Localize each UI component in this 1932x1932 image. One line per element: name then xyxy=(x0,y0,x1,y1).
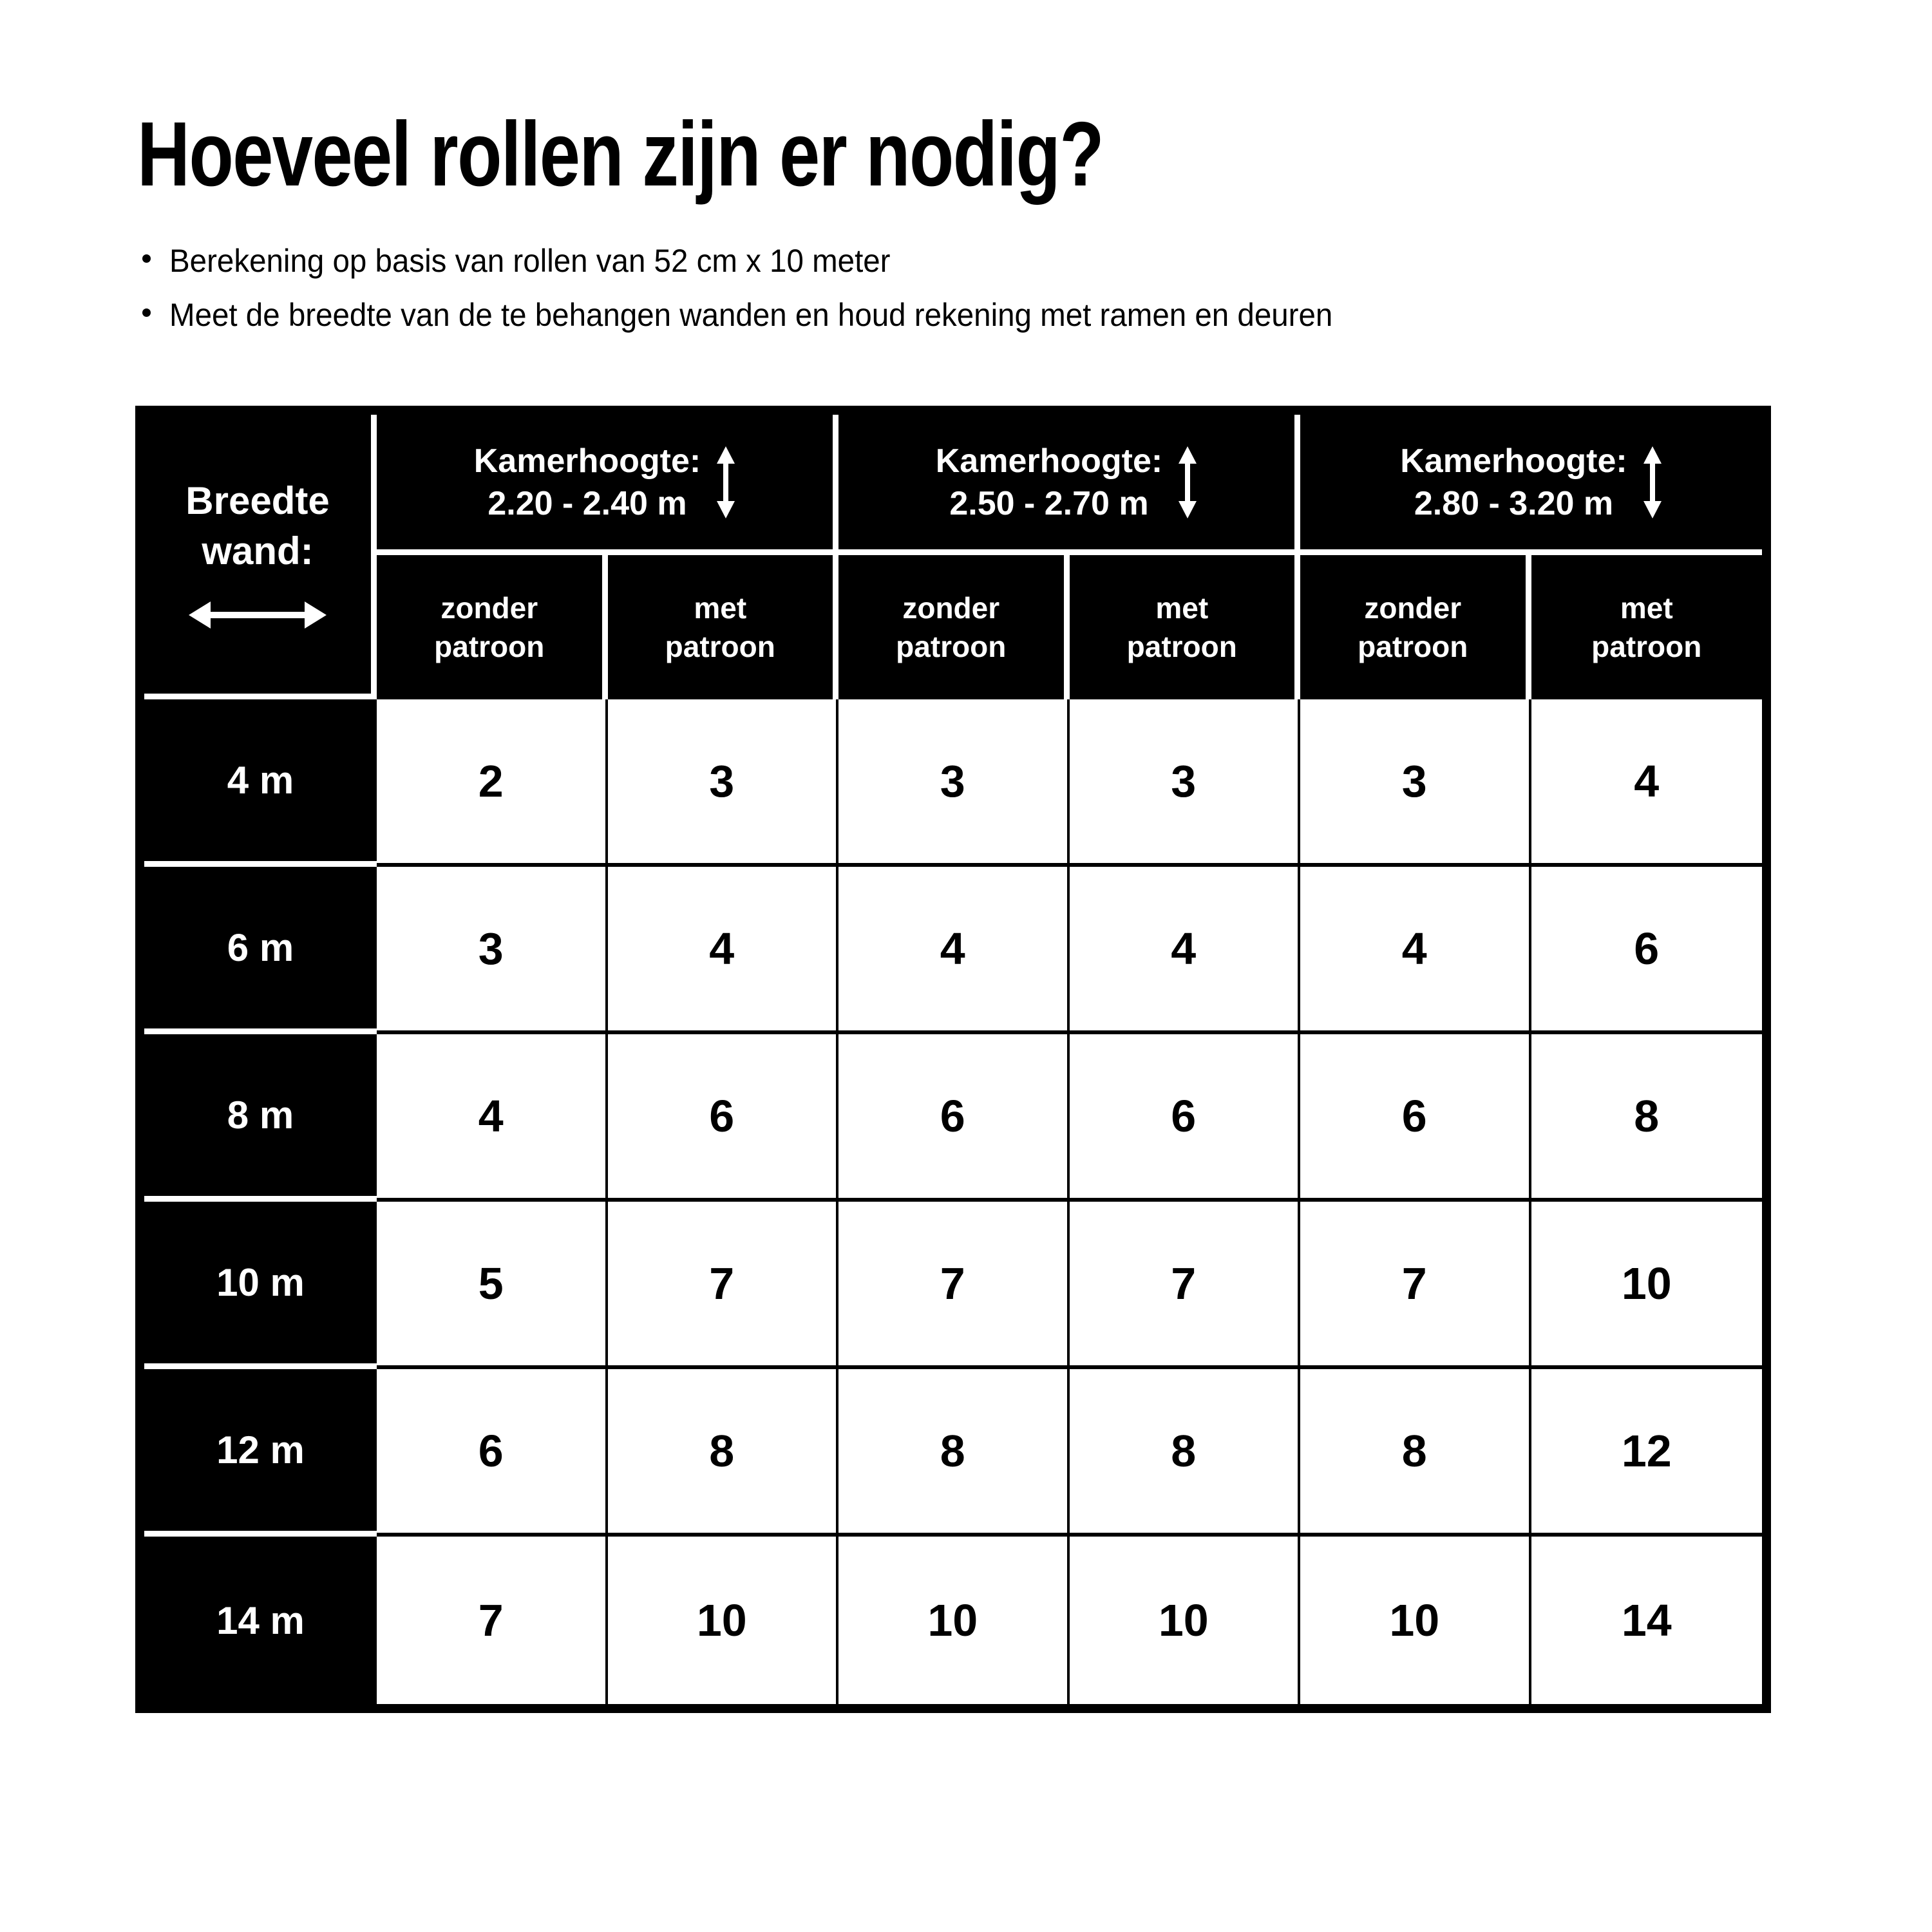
group-label-line2: 2.50 - 2.70 m xyxy=(949,484,1149,522)
group-label-line1: Kamerhoogte: xyxy=(1400,442,1627,480)
value-cell: 10 xyxy=(1070,1537,1301,1704)
row-label-text: 6 m xyxy=(227,926,294,969)
row-label-1 xyxy=(144,867,377,1034)
note-item xyxy=(142,241,1394,281)
value-cell: 7 xyxy=(608,1202,839,1369)
subheader-label xyxy=(665,589,775,666)
value-cell: 10 xyxy=(1531,1202,1763,1369)
value-cell: 3 xyxy=(1300,699,1531,867)
value-cell: 12 xyxy=(1531,1369,1763,1537)
row-label-text: 12 m xyxy=(216,1428,305,1472)
subheader-label-line1: met xyxy=(694,591,747,625)
row-label-3 xyxy=(144,1202,377,1369)
corner-label-line: Breedte xyxy=(185,478,330,522)
group-label xyxy=(1400,440,1627,525)
subheader-label-line1: met xyxy=(1620,591,1673,625)
value-cell: 7 xyxy=(377,1537,608,1704)
value-cell: 5 xyxy=(377,1202,608,1369)
value-cell: 7 xyxy=(1070,1202,1301,1369)
value-cell: 4 xyxy=(1531,699,1763,867)
row-label-2 xyxy=(144,1034,377,1202)
value-cell: 6 xyxy=(1300,1034,1531,1202)
subheader-label-line1: zonder xyxy=(1364,591,1462,625)
value-cell: 6 xyxy=(838,1034,1070,1202)
row-label-text: 14 m xyxy=(216,1598,305,1642)
value-cell: 8 xyxy=(608,1369,839,1537)
corner-label-line: wand: xyxy=(202,529,314,573)
group-label-line2: 2.80 - 3.20 m xyxy=(1414,484,1614,522)
value-cell: 8 xyxy=(1300,1369,1531,1537)
row-label-text: 4 m xyxy=(227,759,294,802)
value-cell: 8 xyxy=(1531,1034,1763,1202)
subheader-label xyxy=(1591,589,1701,666)
value-cell: 4 xyxy=(1070,867,1301,1034)
value-cell: 4 xyxy=(838,867,1070,1034)
row-label-5 xyxy=(144,1537,377,1704)
subheader-label-line1: met xyxy=(1155,591,1209,625)
left-right-arrow-icon xyxy=(189,597,327,633)
row-label-text: 10 m xyxy=(216,1261,305,1304)
value-cell: 14 xyxy=(1531,1537,1763,1704)
up-down-arrow-icon xyxy=(716,446,735,518)
value-cell: 6 xyxy=(608,1034,839,1202)
group-label xyxy=(936,440,1162,525)
header-col-group-1 xyxy=(838,415,1300,555)
subheader-zonder-patroon-1 xyxy=(838,555,1070,699)
value-cell: 4 xyxy=(1300,867,1531,1034)
subheader-label-line2: patroon xyxy=(665,630,775,663)
page-title: Hoeveel rollen zijn er nodig? xyxy=(137,103,1104,205)
group-label xyxy=(474,440,701,525)
value-cell: 4 xyxy=(377,1034,608,1202)
value-cell: 8 xyxy=(838,1369,1070,1537)
subheader-label-line2: patroon xyxy=(896,630,1007,663)
subheader-label-line2: patroon xyxy=(1126,630,1237,663)
subheader-zonder-patroon-0 xyxy=(377,555,608,699)
note-item xyxy=(142,295,1394,335)
group-label-line1: Kamerhoogte: xyxy=(935,442,1163,480)
group-label-line2: 2.20 - 2.40 m xyxy=(488,484,687,522)
up-down-arrow-icon xyxy=(1643,446,1662,518)
value-cell: 2 xyxy=(377,699,608,867)
header-col-group-0 xyxy=(377,415,838,555)
subheader-label xyxy=(434,589,544,666)
subheader-label xyxy=(896,589,1006,666)
value-cell: 6 xyxy=(1070,1034,1301,1202)
header-col-group-2 xyxy=(1300,415,1762,555)
bullet-dot-icon xyxy=(142,308,151,317)
subheader-label-line1: zonder xyxy=(440,591,538,625)
value-cell: 3 xyxy=(608,699,839,867)
value-cell: 7 xyxy=(1300,1202,1531,1369)
value-cell: 10 xyxy=(608,1537,839,1704)
value-cell: 7 xyxy=(838,1202,1070,1369)
value-cell: 4 xyxy=(608,867,839,1034)
value-cell: 6 xyxy=(377,1369,608,1537)
rolls-needed-table xyxy=(135,406,1771,1713)
value-cell: 8 xyxy=(1070,1369,1301,1537)
note-text: Meet de breedte van de te behangen wanden en houd rekening met ramen en deuren xyxy=(169,297,1333,333)
notes-list xyxy=(142,241,1394,349)
row-label-0 xyxy=(144,699,377,867)
value-cell: 3 xyxy=(377,867,608,1034)
subheader-label xyxy=(1127,589,1237,666)
value-cell: 10 xyxy=(838,1537,1070,1704)
value-cell: 10 xyxy=(1300,1537,1531,1704)
row-label-text: 8 m xyxy=(227,1094,294,1137)
value-cell: 3 xyxy=(1070,699,1301,867)
value-cell: 3 xyxy=(838,699,1070,867)
subheader-met-patroon-2 xyxy=(1531,555,1763,699)
note-text: Berekening op basis van rollen van 52 cm x 10 meter xyxy=(169,243,891,279)
subheader-label-line2: patroon xyxy=(1591,630,1702,663)
subheader-met-patroon-0 xyxy=(608,555,839,699)
value-cell: 6 xyxy=(1531,867,1763,1034)
subheader-zonder-patroon-2 xyxy=(1300,555,1531,699)
subheader-label-line1: zonder xyxy=(902,591,1000,625)
corner-header-cell xyxy=(144,415,377,699)
up-down-arrow-icon xyxy=(1178,446,1197,518)
bullet-dot-icon xyxy=(142,254,151,263)
subheader-label-line2: patroon xyxy=(434,630,545,663)
subheader-met-patroon-1 xyxy=(1070,555,1301,699)
subheader-label-line2: patroon xyxy=(1358,630,1468,663)
subheader-label xyxy=(1358,589,1468,666)
group-label-line1: Kamerhoogte: xyxy=(473,442,701,480)
row-label-4 xyxy=(144,1369,377,1537)
